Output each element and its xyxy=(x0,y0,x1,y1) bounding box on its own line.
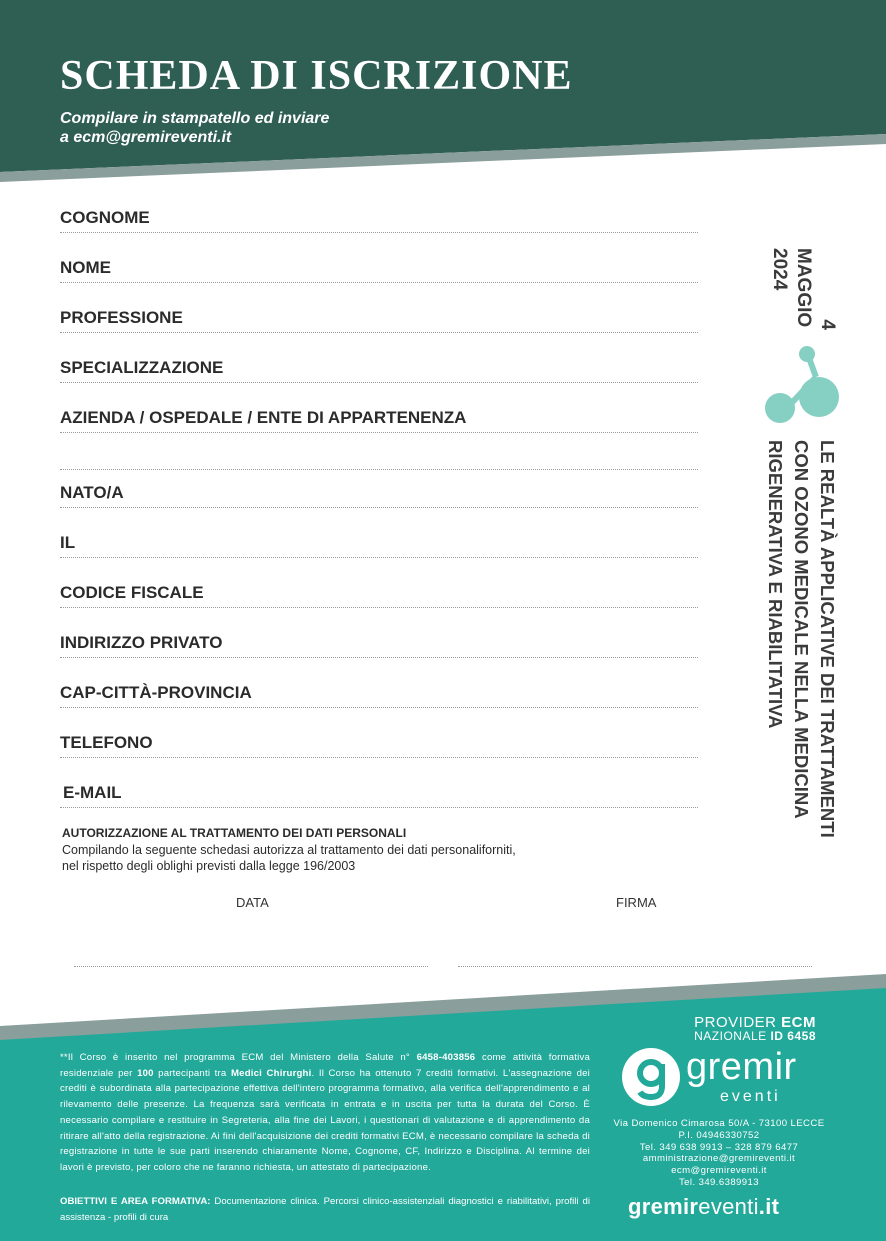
field-line-email[interactable] xyxy=(60,807,698,808)
provider-ecm: ECM xyxy=(781,1014,816,1031)
website-part-1: gremir xyxy=(628,1194,699,1219)
authorization-title: AUTORIZZAZIONE AL TRATTAMENTO DEI DATI PERSONALI xyxy=(62,826,407,840)
field-label-nome: NOME xyxy=(60,258,111,277)
event-title-line-2: CON OZONO MEDICALE NELLA MEDICINA xyxy=(791,440,812,819)
field-line-azienda-extra[interactable] xyxy=(60,469,698,470)
ecm-note-text-4: . Il Corso ha ottenuto 7 crediti formativi. L'assegnazione dei crediti è subordinata alla partecipazione effettiva dell'intero programma formativo, alla verifica dell'apprendimento e al rilevamento delle presenze. La frequenza sarà verificata in entrata e in uscita per tutta la durata del Corso. È necessario compilare e restituire in Segreteria, alla fine dei Lavori, i questionari di valutazione e di apprendimento da ritirare all'atto della registrazione. Ai fini dell'acquisizione dei crediti formativi ECM, è necessario compilare la scheda di registrazione in tutte le sue parti inserendo chiaramente Nome, Cognome, CF, Indirizzo e Disciplina. Al termine dei lavori è previsto, per coloro che ne faranno richiesta, un attestato di partecipazione. xyxy=(60,1067,590,1173)
authorization-line-2: nel rispetto degli oblighi previsti dalla legge 196/2003 xyxy=(62,859,356,873)
authorization-text xyxy=(62,842,622,874)
field-line-indirizzo[interactable] xyxy=(60,657,698,658)
field-line-professione[interactable] xyxy=(60,332,698,333)
ecm-note-code: 6458-403856 xyxy=(416,1052,476,1063)
provider-national: NAZIONALE xyxy=(694,1029,771,1043)
provider-info xyxy=(682,1014,816,1043)
ecm-email-line[interactable]: ecm@gremireventi.it xyxy=(671,1165,767,1177)
event-day xyxy=(815,248,839,330)
subtitle-line-1: Compilare in stampatello ed inviare xyxy=(60,110,330,127)
contact-address xyxy=(600,1118,838,1189)
field-label-specializzazione: SPECIALIZZAZIONE xyxy=(60,358,224,377)
field-label-cognome: COGNOME xyxy=(60,208,150,227)
event-year xyxy=(767,248,791,290)
event-title-block xyxy=(762,440,840,838)
phone-line-2: Tel. 349.6389913 xyxy=(678,1176,759,1188)
address-line: Via Domenico Cimarosa 50/A - 73100 LECCE xyxy=(613,1118,825,1129)
field-line-codice-fiscale[interactable] xyxy=(60,607,698,608)
field-line-cap-citta[interactable] xyxy=(60,707,698,708)
gremir-logo xyxy=(620,1046,820,1110)
website-part-3: .it xyxy=(758,1194,780,1219)
phone-line: Tel. 349 638 9913 – 328 879 6477 xyxy=(639,1141,799,1153)
provider-label: PROVIDER xyxy=(694,1014,782,1031)
event-title-line-3: RIGENERATIVA E RIABILITATIVA xyxy=(765,440,786,729)
ecm-note-target: Medici Chirurghi xyxy=(230,1067,312,1079)
ecm-note-text-3: partecipanti tra xyxy=(153,1067,231,1079)
event-year-text: 2024 xyxy=(769,248,790,291)
logo-sub: eventi xyxy=(720,1088,781,1105)
gremir-g-icon xyxy=(620,1046,682,1108)
field-line-azienda[interactable] xyxy=(60,432,698,433)
logo-word: gremir xyxy=(686,1046,797,1088)
field-label-azienda: AZIENDA / OSPEDALE / ENTE DI APPARTENENZA xyxy=(60,408,467,427)
event-day-text: 4 xyxy=(817,319,838,330)
field-label-cap-citta: CAP-CITTÀ-PROVINCIA xyxy=(60,683,252,702)
website-part-2: eventi xyxy=(698,1194,759,1219)
provider-line-2 xyxy=(682,1029,816,1043)
website-link[interactable] xyxy=(628,1194,779,1220)
event-title xyxy=(760,440,840,890)
field-line-telefono[interactable] xyxy=(60,757,698,758)
field-line-nato[interactable] xyxy=(60,507,698,508)
ecm-note-text-1: **Il Corso è inserito nel programma ECM del Ministero della Salute n° xyxy=(60,1052,417,1063)
field-label-codice-fiscale: CODICE FISCALE xyxy=(60,583,204,602)
page-title: SCHEDA DI ISCRIZIONE xyxy=(60,53,573,99)
objectives-text: Documentazione clinica. Percorsi clinico-assistenziali diagnostici e riabilitativi, profili di assistenza - profili di cura xyxy=(60,1196,590,1223)
field-line-cognome[interactable] xyxy=(60,232,698,233)
authorization-line-1: Compilando la seguente schedasi autorizza al trattamento dei dati personaliforniti, xyxy=(62,843,516,857)
objectives xyxy=(60,1194,590,1225)
provider-id: ID 6458 xyxy=(770,1029,816,1043)
field-line-il[interactable] xyxy=(60,557,698,558)
event-month-text: MAGGIO xyxy=(793,248,814,328)
signature-label: FIRMA xyxy=(616,895,657,910)
event-title-line-1: LE REALTÀ APPLICATIVE DEI TRATTAMENTI xyxy=(817,440,838,838)
date-line[interactable] xyxy=(74,966,428,967)
page-subtitle xyxy=(60,109,329,147)
field-label-professione: PROFESSIONE xyxy=(60,308,183,327)
date-label: DATA xyxy=(236,895,269,910)
ecm-note-participants: 100 xyxy=(137,1067,154,1079)
event-month xyxy=(791,248,815,327)
field-label-telefono: TELEFONO xyxy=(60,733,153,752)
admin-email-line[interactable]: amministrazione@gremireventi.it xyxy=(642,1153,796,1165)
objectives-label: OBIETTIVI E AREA FORMATIVA: xyxy=(60,1196,211,1207)
field-label-nato: NATO/A xyxy=(60,483,124,502)
ecm-note xyxy=(60,1050,590,1176)
ecm-note-text-2: come attività formativa residenziale per xyxy=(60,1052,591,1079)
field-label-il: IL xyxy=(60,533,76,552)
field-line-nome[interactable] xyxy=(60,282,698,283)
field-label-indirizzo: INDIRIZZO PRIVATO xyxy=(60,633,223,652)
signature-line[interactable] xyxy=(458,966,812,967)
field-line-specializzazione[interactable] xyxy=(60,382,698,383)
subtitle-line-2: a ecm@gremireventi.it xyxy=(60,129,232,146)
field-label-email: E-MAIL xyxy=(63,783,122,802)
molecule-icon xyxy=(760,340,846,426)
event-date xyxy=(763,248,839,338)
vat-line: P.I. 04946330752 xyxy=(678,1129,760,1141)
